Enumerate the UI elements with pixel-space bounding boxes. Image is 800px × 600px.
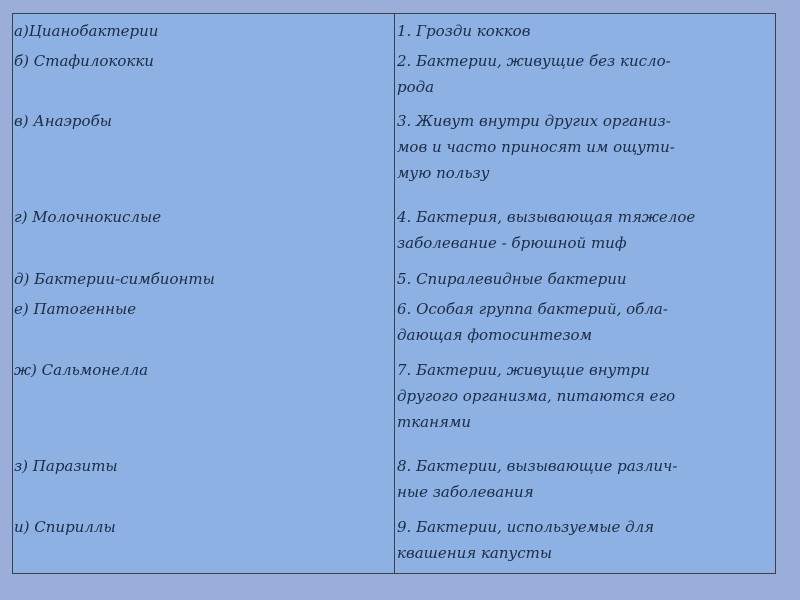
right-item-4 (397, 204, 695, 256)
right-item-1 (397, 18, 530, 44)
right-item-2-line-2: рода (397, 78, 435, 96)
right-item-3-line-1: 3. Живут внутри других организ- (397, 112, 671, 130)
left-item-zh: ж) Сальмонелла (14, 361, 149, 379)
right-item-9-line-1: 9. Бактерии, используемые для (397, 518, 655, 536)
right-item-9-line-2: квашения капусты (397, 544, 553, 562)
right-item-7-line-3: тканями (397, 413, 472, 431)
right-item-1-line-1: 1. Грозди кокков (397, 22, 531, 40)
left-item-v: в) Анаэробы (14, 112, 112, 130)
right-item-5 (397, 266, 627, 292)
right-item-8-line-2: ные заболевания (397, 483, 534, 501)
matching-table (12, 13, 776, 574)
right-item-2 (397, 48, 671, 100)
left-item-d: д) Бактерии-симбионты (14, 270, 215, 288)
right-item-8 (397, 453, 677, 505)
left-item-g: г) Молочнокислые (14, 208, 162, 226)
right-item-8-line-1: 8. Бактерии, вызывающие различ- (397, 457, 678, 475)
right-item-3 (397, 108, 675, 186)
left-item-b: б) Стафилококки (14, 52, 154, 70)
right-item-5-line-1: 5. Спиралевидные бактерии (397, 270, 627, 288)
right-item-3-line-2: мов и часто приносят им ощути- (397, 138, 675, 156)
right-item-2-line-1: 2. Бактерии, живущие без кисло- (397, 52, 671, 70)
right-item-6-line-1: 6. Особая группа бактерий, обла- (397, 300, 668, 318)
left-item-a: а)Цианобактерии (14, 22, 159, 40)
left-item-i: и) Спириллы (14, 518, 116, 536)
left-item-e: е) Патогенные (14, 300, 137, 318)
right-item-6-line-2: дающая фотосинтезом (397, 326, 593, 344)
right-item-3-line-3: мую пользу (397, 164, 490, 182)
right-item-6 (397, 296, 668, 348)
column-divider (394, 14, 395, 573)
right-item-4-line-1: 4. Бактерия, вызывающая тяжелое (397, 208, 696, 226)
left-item-z: з) Паразиты (14, 457, 118, 475)
right-item-7-line-2: другого организма, питаются его (397, 387, 676, 405)
right-item-4-line-2: заболевание - брюшной тиф (397, 234, 627, 252)
right-item-9 (397, 514, 654, 566)
right-item-7-line-1: 7. Бактерии, живущие внутри (397, 361, 650, 379)
right-item-7 (397, 357, 675, 435)
